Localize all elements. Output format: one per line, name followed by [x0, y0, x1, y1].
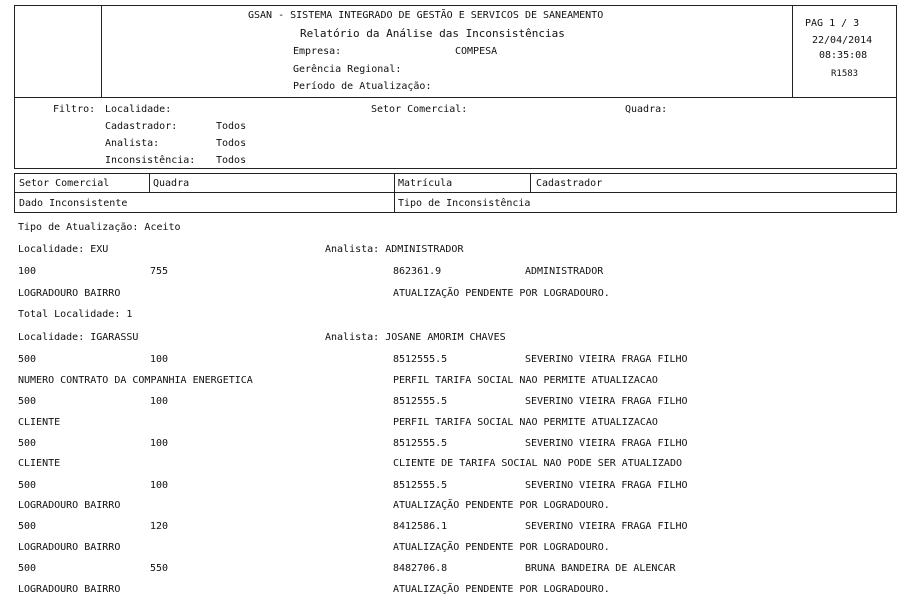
filter-cadastrador-label: Cadastrador: [105, 121, 178, 132]
record-dado: CLIENTE [18, 458, 61, 469]
record-matricula: 8512555.5 [393, 354, 448, 365]
record-matricula: 8482706.8 [393, 563, 448, 574]
filter-setor-label: Setor Comercial: [371, 104, 468, 115]
header-divider-left [101, 5, 102, 98]
filter-localidade-label: Localidade: [105, 104, 172, 115]
report-title: Relatório da Análise das Inconsistências [300, 27, 565, 40]
empresa-label: Empresa: [293, 46, 342, 57]
gerencia-label: Gerência Regional: [293, 64, 402, 75]
record-cadastrador: BRUNA BANDEIRA DE ALENCAR [525, 563, 676, 574]
record-dado: LOGRADOURO BAIRRO [18, 500, 121, 511]
col-divider-matricula [394, 173, 395, 213]
col-setor-header: Setor Comercial [19, 178, 110, 189]
record-cadastrador: SEVERINO VIEIRA FRAGA FILHO [525, 521, 688, 532]
filter-label: Filtro: [53, 104, 96, 115]
record-setor: 500 [18, 563, 37, 574]
record-cadastrador: SEVERINO VIEIRA FRAGA FILHO [525, 396, 688, 407]
column-header-divider [14, 192, 897, 193]
record-cadastrador: ADMINISTRADOR [525, 266, 604, 277]
record-tipo: ATUALIZAÇÃO PENDENTE POR LOGRADOURO. [393, 542, 610, 553]
record-dado: CLIENTE [18, 417, 61, 428]
total-localidade: Total Localidade: 1 [18, 309, 133, 320]
record-quadra: 120 [150, 521, 169, 532]
report-code: R1583 [831, 69, 859, 79]
record-matricula: 8512555.5 [393, 438, 448, 449]
record-cadastrador: SEVERINO VIEIRA FRAGA FILHO [525, 438, 688, 449]
empresa-value: COMPESA [455, 46, 498, 57]
record-tipo: CLIENTE DE TARIFA SOCIAL NAO PODE SER ATUALIZADO [393, 458, 682, 469]
record-matricula: 8512555.5 [393, 396, 448, 407]
record-tipo: PERFIL TARIFA SOCIAL NAO PERMITE ATUALIZACAO [393, 417, 658, 428]
record-tipo: PERFIL TARIFA SOCIAL NAO PERMITE ATUALIZACAO [393, 375, 658, 386]
record-setor: 500 [18, 354, 37, 365]
record-setor: 500 [18, 480, 37, 491]
record-dado: LOGRADOURO BAIRRO [18, 542, 121, 553]
record-dado: LOGRADOURO BAIRRO [18, 584, 121, 595]
col-cadastrador-header: Cadastrador [536, 178, 603, 189]
record-quadra: 100 [150, 354, 169, 365]
filter-cadastrador-value: Todos [216, 121, 247, 132]
record-dado: NUMERO CONTRATO DA COMPANHIA ENERGETICA [18, 375, 253, 386]
record-setor: 100 [18, 266, 37, 277]
record-quadra: 100 [150, 438, 169, 449]
record-cadastrador: SEVERINO VIEIRA FRAGA FILHO [525, 480, 688, 491]
group-analista: Analista: ADMINISTRADOR [325, 244, 464, 255]
record-tipo: ATUALIZAÇÃO PENDENTE POR LOGRADOURO. [393, 584, 610, 595]
record-setor: 500 [18, 438, 37, 449]
report-time: 08:35:08 [819, 50, 868, 61]
tipo-atualizacao: Tipo de Atualização: Aceito [18, 222, 181, 233]
report-date: 22/04/2014 [812, 35, 873, 46]
col-tipo-header: Tipo de Inconsistência [398, 198, 531, 209]
periodo-label: Período de Atualização: [293, 81, 432, 92]
record-setor: 500 [18, 521, 37, 532]
col-matricula-header: Matrícula [398, 178, 453, 189]
system-name: GSAN - SISTEMA INTEGRADO DE GESTÃO E SERVICOS DE SANEAMENTO [248, 10, 604, 21]
record-quadra: 100 [150, 480, 169, 491]
filter-analista-value: Todos [216, 138, 247, 149]
record-matricula: 862361.9 [393, 266, 442, 277]
record-tipo: ATUALIZAÇÃO PENDENTE POR LOGRADOURO. [393, 500, 610, 511]
record-tipo: ATUALIZAÇÃO PENDENTE POR LOGRADOURO. [393, 288, 610, 299]
filter-inconsistencia-label: Inconsistência: [105, 155, 196, 166]
header-divider-right [792, 5, 793, 98]
page-number: PAG 1 / 3 [805, 18, 860, 29]
col-quadra-header: Quadra [153, 178, 190, 189]
col-divider-quadra [149, 173, 150, 193]
record-dado: LOGRADOURO BAIRRO [18, 288, 121, 299]
record-quadra: 755 [150, 266, 169, 277]
record-quadra: 550 [150, 563, 169, 574]
group-localidade: Localidade: EXU [18, 244, 109, 255]
record-setor: 500 [18, 396, 37, 407]
col-dado-header: Dado Inconsistente [19, 198, 128, 209]
filter-analista-label: Analista: [105, 138, 160, 149]
record-matricula: 8512555.5 [393, 480, 448, 491]
record-cadastrador: SEVERINO VIEIRA FRAGA FILHO [525, 354, 688, 365]
filter-inconsistencia-value: Todos [216, 155, 247, 166]
filter-quadra-label: Quadra: [625, 104, 668, 115]
group-localidade: Localidade: IGARASSU [18, 332, 139, 343]
col-divider-cadastrador [530, 173, 531, 193]
group-analista: Analista: JOSANE AMORIM CHAVES [325, 332, 506, 343]
record-matricula: 8412586.1 [393, 521, 448, 532]
record-quadra: 100 [150, 396, 169, 407]
